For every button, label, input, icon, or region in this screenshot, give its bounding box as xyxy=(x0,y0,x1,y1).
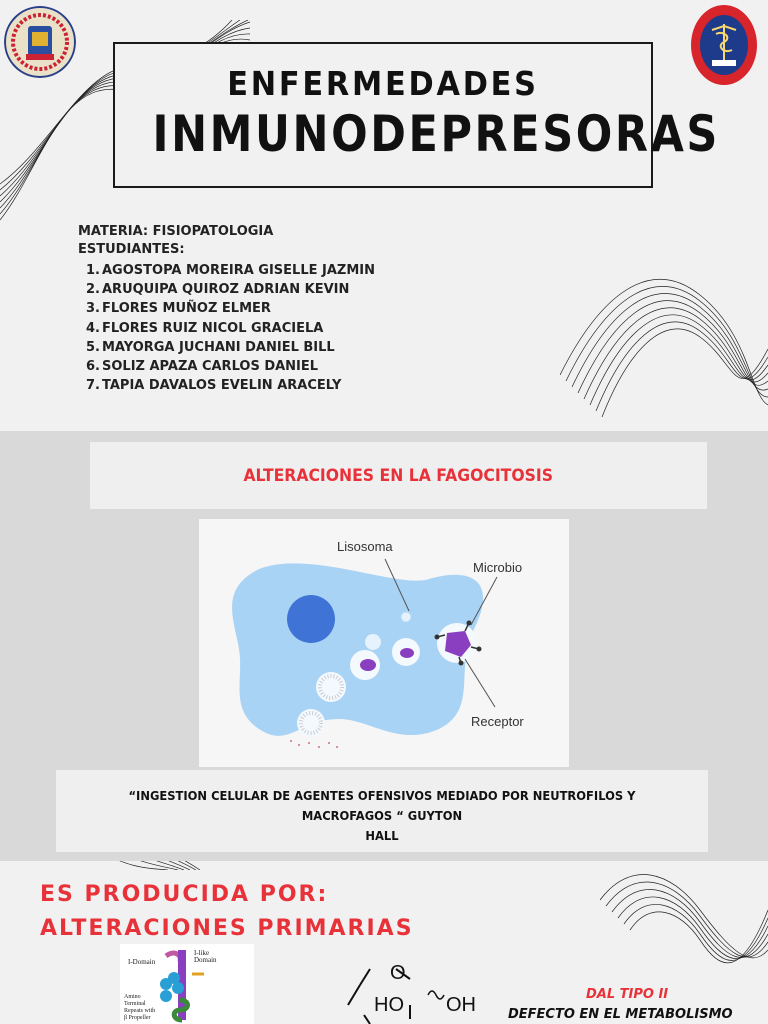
list-item xyxy=(78,300,375,319)
chemical-structure xyxy=(340,955,490,1024)
decorative-wave-bottom-right xyxy=(600,860,768,980)
chem-label-o: O xyxy=(390,962,406,984)
list-number: 5. xyxy=(86,339,100,355)
list-item xyxy=(78,319,375,338)
list-number: 7. xyxy=(86,378,100,394)
dal-tipo-label: DAL TIPO II xyxy=(586,987,669,1002)
label-terminal: Terminal xyxy=(124,1001,146,1007)
title-line-2: INMUNODEPRESORAS xyxy=(152,105,720,163)
list-item xyxy=(78,357,375,376)
bottom-title-line-2: ALTERACIONES PRIMARIAS xyxy=(40,916,414,941)
integrin-structure-image xyxy=(120,944,254,1024)
defecto-label: DEFECTO EN EL METABOLISMO xyxy=(508,1007,733,1022)
list-item xyxy=(78,338,375,357)
decorative-wave-right xyxy=(560,235,768,425)
phagocytosis-diagram xyxy=(199,519,569,767)
students-list xyxy=(78,261,375,396)
label-propeller: β Propeller xyxy=(124,1015,151,1021)
label-receptor: Receptor xyxy=(471,714,524,729)
phagocytosis-illustration xyxy=(199,519,569,767)
list-item xyxy=(78,280,375,299)
course-info xyxy=(78,223,375,396)
list-number: 6. xyxy=(86,359,100,375)
list-number: 1. xyxy=(86,262,100,278)
list-number: 3. xyxy=(86,301,100,317)
quote-line-1: “INGESTION CELULAR DE AGENTES OFENSIVOS MEDIADO POR NEUTROFILOS Y MACROFAGOS “ GUYTON xyxy=(128,788,636,823)
estudiantes-label: ESTUDIANTES: xyxy=(78,242,185,257)
label-i-domain: I-Domain xyxy=(128,958,156,966)
label-lisosoma: Lisosoma xyxy=(337,539,393,554)
student-name: SOLIZ APAZA CARLOS DANIEL xyxy=(102,359,319,375)
student-name: ARUQUIPA QUIROZ ADRIAN KEVIN xyxy=(102,281,350,297)
label-domain: Domain xyxy=(194,956,217,964)
faculty-seal-logo xyxy=(690,4,758,86)
school-seal-logo xyxy=(4,6,76,78)
label-i-like: I-like xyxy=(194,949,210,957)
list-number: 2. xyxy=(86,281,100,297)
materia-label: MATERIA: FISIOPATOLOGIA xyxy=(78,224,274,239)
label-repeats: Repeats with xyxy=(124,1008,156,1014)
student-name: AGOSTOPA MOREIRA GISELLE JAZMIN xyxy=(102,262,375,278)
student-name: FLORES MUÑOZ ELMER xyxy=(102,301,271,317)
student-name: MAYORGA JUCHANI DANIEL BILL xyxy=(102,339,335,355)
quote-box xyxy=(56,770,708,852)
quote-line-2: HALL xyxy=(365,828,399,843)
student-name: FLORES RUIZ NICOL GRACIELA xyxy=(102,320,324,336)
title-line-1: ENFERMEDADES xyxy=(227,64,539,103)
chem-label-ho: HO xyxy=(374,994,404,1016)
section-title: ALTERACIONES EN LA FAGOCITOSIS xyxy=(243,465,554,486)
section-title-box xyxy=(90,442,707,509)
chem-label-oh: OH xyxy=(446,994,476,1016)
bottom-title-line-1: ES PRODUCIDA POR: xyxy=(40,882,329,907)
label-microbio: Microbio xyxy=(473,560,523,575)
list-item xyxy=(78,261,375,280)
label-amino: Amino xyxy=(124,994,141,1000)
title-box xyxy=(113,42,720,188)
student-name: TAPIA DAVALOS EVELIN ARACELY xyxy=(102,378,342,394)
list-item xyxy=(78,377,375,396)
bottom-title xyxy=(40,878,414,946)
list-number: 4. xyxy=(86,320,100,336)
